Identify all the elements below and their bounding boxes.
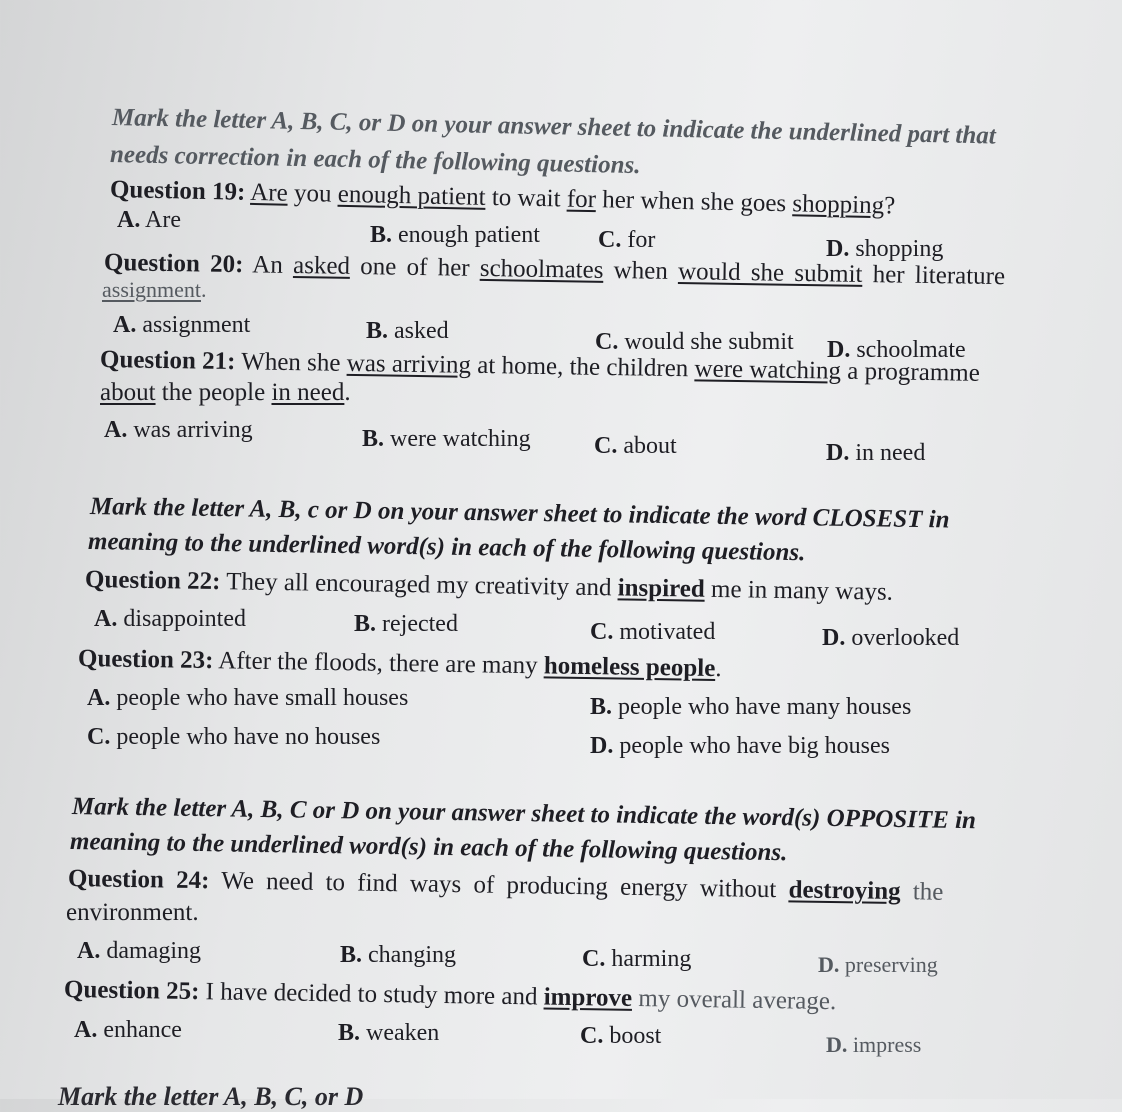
question-19-label: Question 19: — [109, 176, 246, 206]
question-22: Question 22: They all encouraged my creativity and inspired me in many ways. — [84, 566, 894, 606]
q22-underline: inspired — [617, 574, 705, 603]
question-21-cont: about the people in need. — [100, 379, 351, 406]
q22-option-b: B. rejected — [354, 611, 458, 637]
q21-underline-c: about — [100, 379, 156, 406]
question-24-label: Question 24: — [67, 865, 210, 895]
q22-option-d: D. overlooked — [822, 625, 960, 651]
question-23: Question 23: After the floods, there are many homeless people. — [77, 645, 722, 683]
q19-option-c: C. for — [598, 227, 656, 253]
q25-option-b: B. weaken — [338, 1020, 440, 1046]
q20-option-a: A. assignment — [113, 312, 251, 338]
q20-underline-a: assignment — [102, 277, 201, 302]
q20-underline-d: schoolmates — [479, 254, 604, 284]
question-25: Question 25: I have decided to study more and improve my overall average. — [63, 976, 837, 1016]
q20-option-b: B. asked — [366, 318, 449, 344]
q21-option-c: C. about — [594, 433, 677, 459]
question-19: Question 19: Are you enough patient to wait for her when she goes shopping? — [109, 176, 896, 220]
q19-underline-b: enough patient — [337, 180, 486, 211]
q21-option-b: B. were watching — [362, 426, 531, 452]
q23-option-a: A. people who have small houses — [87, 685, 409, 711]
q23-underline: homeless people — [543, 652, 716, 683]
q19-underline-d: shopping — [792, 190, 885, 220]
q19-underline-a: Are — [250, 178, 289, 207]
q23-option-c: C. people who have no houses — [87, 724, 381, 750]
q20-option-d: D. schoolmate — [827, 337, 966, 363]
question-20-cont: assignment. — [102, 277, 207, 302]
q19-underline-c: for — [566, 185, 597, 214]
q21-underline-a: was arriving — [346, 349, 472, 379]
q21-option-a: A. was arriving — [104, 417, 253, 443]
question-25-label: Question 25: — [63, 976, 200, 1006]
section2-instruction-line1: Mark the letter A, B, c or D on your answer sheet to indicate the word CLOSEST in — [89, 493, 950, 534]
q24-option-d: D. preserving — [818, 952, 938, 977]
q19-option-a: A. Are — [117, 207, 182, 233]
section3-instruction-line1: Mark the letter A, B, C or D on your answer sheet to indicate the word(s) OPPOSITE in — [71, 793, 977, 835]
q22-option-a: A. disappointed — [94, 606, 246, 632]
q25-option-d: D. impress — [826, 1032, 922, 1057]
section3-instruction-line2: meaning to the underlined word(s) in each of the following questions. — [69, 828, 788, 867]
q25-underline: improve — [543, 983, 633, 1012]
next-section-fragment: Mark the letter A, B, C, or D — [58, 1082, 364, 1111]
q22-option-c: C. motivated — [590, 619, 716, 645]
q25-option-a: A. enhance — [74, 1017, 182, 1043]
q24-option-b: B. changing — [340, 942, 456, 968]
q20-underline-b: asked — [292, 251, 351, 280]
q19-option-b: B. enough patient — [370, 222, 540, 248]
question-24: Question 24: We need to find ways of producing energy without destroying the — [67, 865, 944, 906]
q21-underline-d: in need — [271, 379, 345, 406]
q19-option-d: D. shopping — [826, 236, 944, 262]
question-22-label: Question 22: — [84, 566, 221, 596]
question-24-cont: environment. — [66, 899, 199, 926]
question-20: Question 20: An asked one of her schoolmates when would she submit her literature — [103, 249, 1006, 291]
section1-instruction-line2: needs correction in each of the following questions. — [109, 141, 641, 180]
section1-instruction-line1: Mark the letter A, B, C, or D on your answer sheet to indicate the underlined part that — [111, 104, 997, 150]
question-20-label: Question 20: — [103, 249, 244, 279]
q24-option-a: A. damaging — [77, 938, 201, 964]
question-23-label: Question 23: — [77, 645, 214, 675]
q23-option-b: B. people who have many houses — [590, 694, 912, 720]
q21-underline-b: were watching — [694, 355, 842, 385]
question-21: Question 21: When she was arriving at home, the children were watching a programme — [99, 346, 981, 387]
q25-option-c: C. boost — [580, 1023, 662, 1049]
q21-option-d: D. in need — [826, 440, 926, 466]
question-21-label: Question 21: — [99, 346, 236, 376]
q23-option-d: D. people who have big houses — [590, 733, 890, 759]
q24-option-c: C. harming — [582, 946, 692, 972]
section2-instruction-line2: meaning to the underlined word(s) in each of the following questions. — [87, 528, 806, 567]
q24-underline: destroying — [788, 876, 901, 906]
q20-underline-c: would she submit — [677, 258, 863, 288]
q20-option-c: C. would she submit — [595, 329, 794, 355]
